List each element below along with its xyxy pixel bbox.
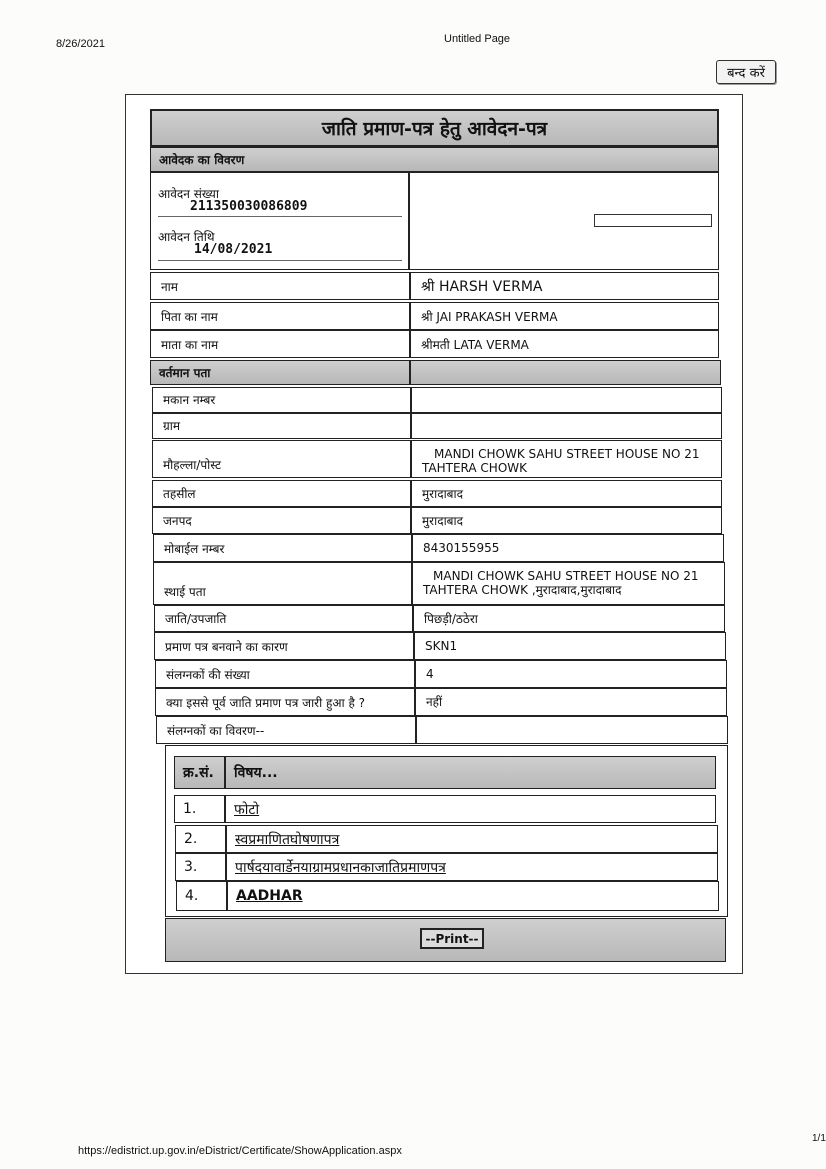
application-date: 14/08/2021 <box>194 242 273 257</box>
divider <box>158 260 402 261</box>
subject-header: विषय... <box>225 756 716 789</box>
mobile-number-label: मोबाईल नम्बर <box>153 534 412 562</box>
serial-number-header: क्र.सं. <box>174 756 225 789</box>
form-title: जाति प्रमाण-पत्र हेतु आवेदन-पत्र <box>150 109 719 147</box>
address-section-header: वर्तमान पता <box>150 360 410 385</box>
attachment-details-label: संलग्नकों का विवरण-- <box>156 716 416 744</box>
attachment-sno: 4. <box>176 881 227 911</box>
close-button[interactable]: बन्द करें <box>716 60 776 84</box>
attachment-count-value: 4 <box>415 660 727 688</box>
locality-line-1: MANDI CHOWK SAHU STREET HOUSE NO 21 <box>434 447 700 461</box>
previous-certificate-value: नहीं <box>415 688 727 716</box>
tehsil-label: तहसील <box>152 480 411 507</box>
mother-name-value: श्रीमती LATA VERMA <box>410 330 719 358</box>
print-page-title: Untitled Page <box>444 33 511 45</box>
attachment-sno: 2. <box>175 825 226 853</box>
application-date-label: आवेदन तिथि <box>158 230 215 244</box>
attachment-count-label: संलग्नकों की संख्या <box>155 660 415 688</box>
application-number: 211350030086809 <box>190 199 308 214</box>
permanent-address-line-1: MANDI CHOWK SAHU STREET HOUSE NO 21 <box>433 569 699 583</box>
caste-value: पिछड़ी/ठठेरा <box>413 605 725 632</box>
print-footer-page: 1/1 <box>812 1133 826 1144</box>
mother-name-label: माता का नाम <box>150 330 410 358</box>
attachment-link-councillor-certificate[interactable]: पार्षदयावार्डेनयाग्रामप्रधानकाजातिप्रमाणपत्र <box>226 853 718 881</box>
village-label: ग्राम <box>152 413 411 439</box>
attachment-link-photo[interactable]: फोटो <box>225 795 716 823</box>
district-value: मुरादाबाद <box>411 507 722 534</box>
permanent-address-line-2: TAHTERA CHOWK ,मुरादाबाद,मुरादाबाद <box>423 583 622 597</box>
house-number-label: मकान नम्बर <box>152 387 411 413</box>
father-name-label: पिता का नाम <box>150 302 410 330</box>
photo-placeholder <box>594 214 712 227</box>
house-number-value <box>411 387 722 413</box>
permanent-address-label: स्थाई पता <box>153 562 412 605</box>
tehsil-value: मुरादाबाद <box>411 480 722 507</box>
locality-line-2: TAHTERA CHOWK <box>422 461 527 475</box>
locality-value <box>411 440 722 478</box>
address-section-band <box>410 360 721 385</box>
village-value <box>411 413 722 439</box>
attachment-link-aadhar[interactable]: AADHAR <box>227 881 719 911</box>
divider <box>158 216 402 217</box>
reason-value: SKN1 <box>414 632 726 660</box>
district-label: जनपद <box>152 507 411 534</box>
attachment-sno: 1. <box>174 795 225 823</box>
attachment-details-value <box>416 716 728 744</box>
name-label: नाम <box>150 272 410 300</box>
print-button[interactable]: --Print-- <box>420 928 484 949</box>
attachment-sno: 3. <box>175 853 226 881</box>
caste-label: जाति/उपजाति <box>154 605 413 632</box>
applicant-section-header: आवेदक का विवरण <box>150 147 719 172</box>
application-number-label: आवेदन संख्या <box>158 187 219 201</box>
attachment-link-self-declaration[interactable]: स्वप्रमाणितघोषणापत्र <box>226 825 718 853</box>
permanent-address-value <box>412 562 725 605</box>
previous-certificate-label: क्या इससे पूर्व जाति प्रमाण पत्र जारी हुआ है ? <box>155 688 415 716</box>
father-name-value: श्री JAI PRAKASH VERMA <box>410 302 719 330</box>
print-date: 8/26/2021 <box>56 38 105 50</box>
print-footer-url: https://edistrict.up.gov.in/eDistrict/Certificate/ShowApplication.aspx <box>78 1145 402 1157</box>
name-value: श्री HARSH VERMA <box>410 272 719 300</box>
locality-label: मौहल्ला/पोस्ट <box>152 440 411 478</box>
mobile-number-value: 8430155955 <box>412 534 724 562</box>
reason-label: प्रमाण पत्र बनवाने का कारण <box>154 632 414 660</box>
